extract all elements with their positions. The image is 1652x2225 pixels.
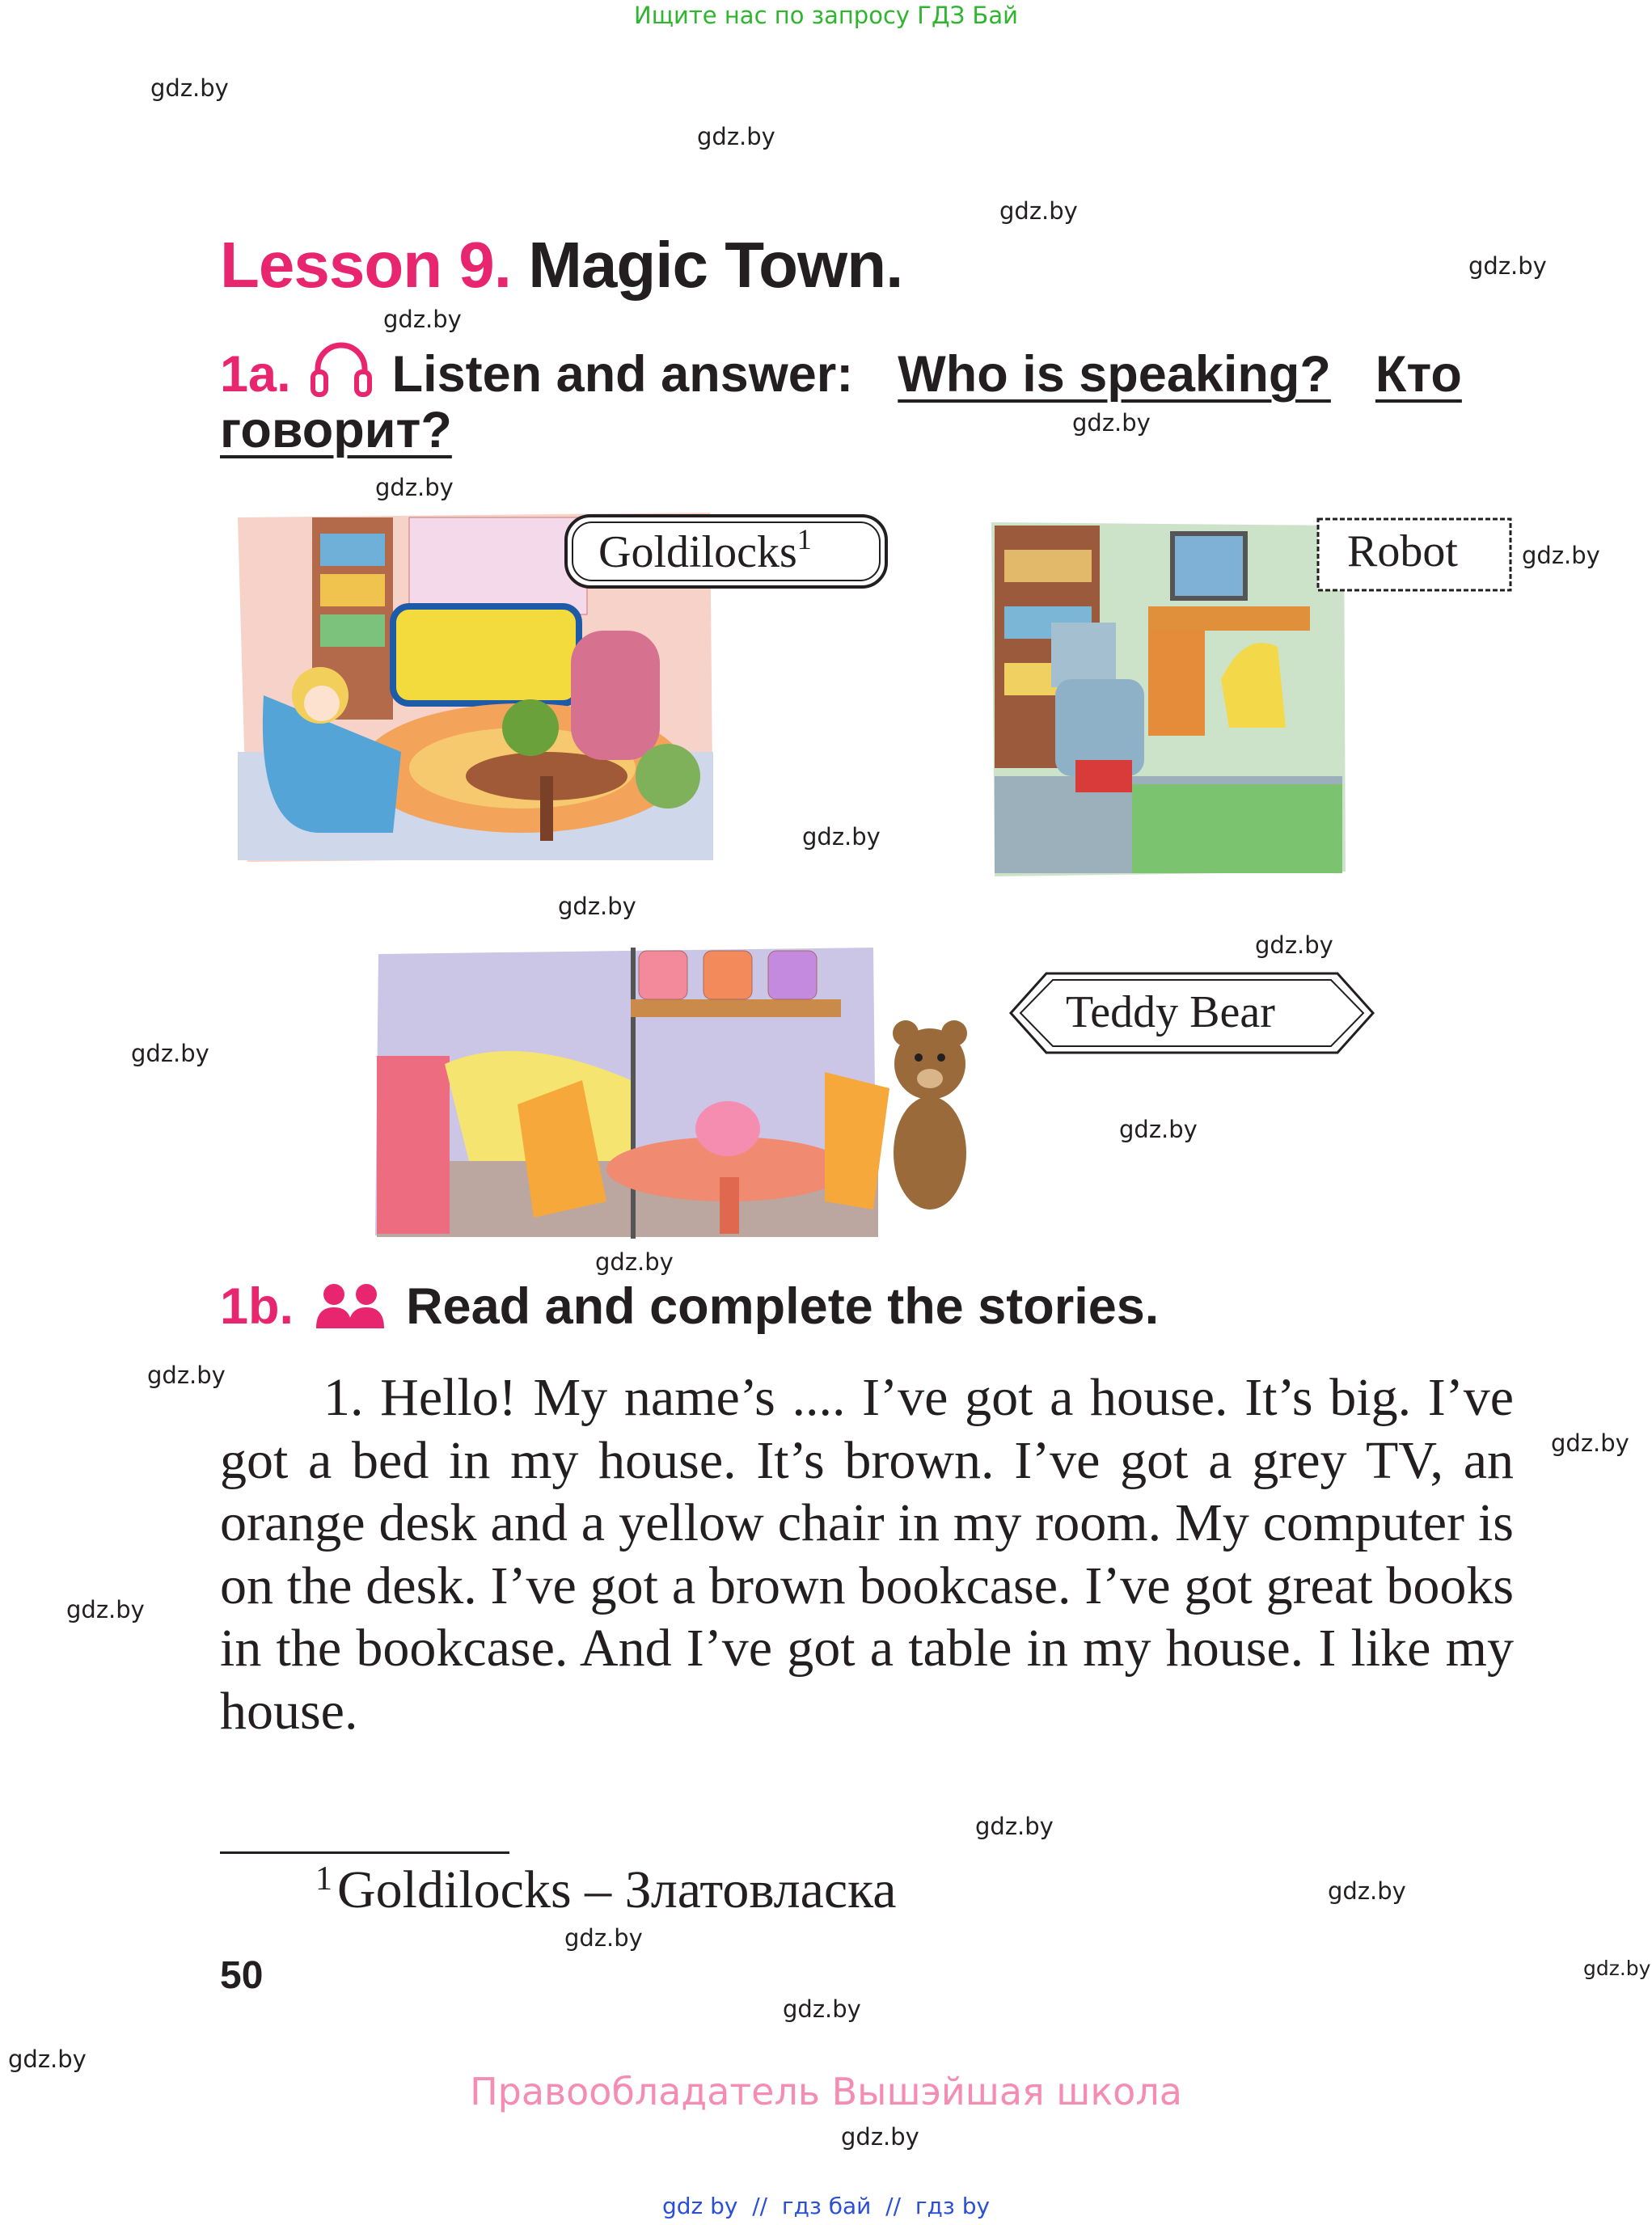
watermark: gdz.by — [1255, 931, 1333, 959]
exercise-instruction: Listen and answer: — [391, 346, 854, 403]
watermark: gdz.by — [558, 893, 636, 920]
watermark: gdz.by — [1551, 1429, 1629, 1457]
copyright-notice: Правообладатель Вышэйшая школа — [470, 2070, 1182, 2113]
watermark: gdz.by — [975, 1813, 1054, 1840]
goldilocks-label: Goldilocks$^1$ — [598, 523, 812, 577]
watermark: gdz.by — [147, 1362, 226, 1389]
teddy-bear-room-illustration — [372, 943, 1003, 1242]
watermark: gdz.by — [1072, 409, 1151, 437]
watermark: gdz.by — [150, 74, 229, 102]
footnote-divider — [220, 1851, 509, 1854]
lesson-name: Magic Town. — [528, 229, 903, 301]
watermark: gdz.by — [1468, 252, 1547, 280]
watermark: gdz.by — [802, 823, 881, 851]
teddy-bear-label: Teddy Bear — [1066, 987, 1275, 1037]
pair-work-icon — [315, 1281, 386, 1340]
watermark: gdz.by — [1328, 1877, 1406, 1905]
headphones-icon — [310, 340, 373, 410]
story-text: 1. Hello! My name’s .... I’ve got a house. It’s big. I’ve got a bed in my house. It’s brown. I’ve got a grey TV, an orange desk and a yellow chair in my room. My computer is on the desk. I’ve got a brown bookcase. I’ve got great books in the bookcase. And I’ve got a table in my house. I like my house. — [220, 1368, 1514, 1741]
watermark: gdz.by — [999, 197, 1078, 225]
exercise-1b-heading — [220, 1277, 1159, 1340]
watermark: gdz.by — [595, 1248, 674, 1276]
question-ru: Кто — [1375, 346, 1462, 403]
watermark: gdz.by — [8, 2046, 87, 2073]
page-number: 50 — [220, 1954, 264, 1997]
robot-room-illustration — [987, 517, 1350, 881]
watermark: gdz.by — [375, 474, 454, 501]
exercise-number: 1b. — [220, 1278, 294, 1335]
question-en: Who is speaking? — [898, 346, 1331, 403]
watermark: gdz.by — [1119, 1116, 1198, 1143]
exercise-1a-heading-line2 — [220, 401, 452, 459]
watermark: gdz.by — [1583, 1957, 1651, 1980]
question-ru-cont: говорит? — [220, 402, 452, 458]
watermark: gdz.by — [66, 1596, 145, 1623]
lesson-title — [220, 228, 902, 302]
exercise-1a-heading — [220, 340, 1514, 410]
watermark: gdz.by — [783, 1995, 861, 2023]
exercise-number: 1a. — [220, 346, 291, 403]
watermark: gdz.by — [131, 1040, 209, 1067]
bottom-links[interactable]: gdz by // гдз бай // гдз by — [661, 2193, 991, 2219]
watermark: gdz.by — [1522, 542, 1600, 569]
robot-label: Robot — [1347, 526, 1458, 576]
lesson-number: Lesson 9. — [220, 229, 512, 301]
watermark: gdz.by — [841, 2123, 919, 2151]
top-banner: Ищите нас по запросу ГДЗ Бай — [634, 2, 1018, 29]
watermark: gdz.by — [564, 1924, 643, 1952]
footnote: $^1$Goldilocks – Златовласка — [315, 1860, 897, 1919]
watermark: gdz.by — [697, 123, 775, 150]
exercise-instruction: Read and complete the stories. — [406, 1278, 1160, 1335]
watermark: gdz.by — [383, 306, 462, 333]
